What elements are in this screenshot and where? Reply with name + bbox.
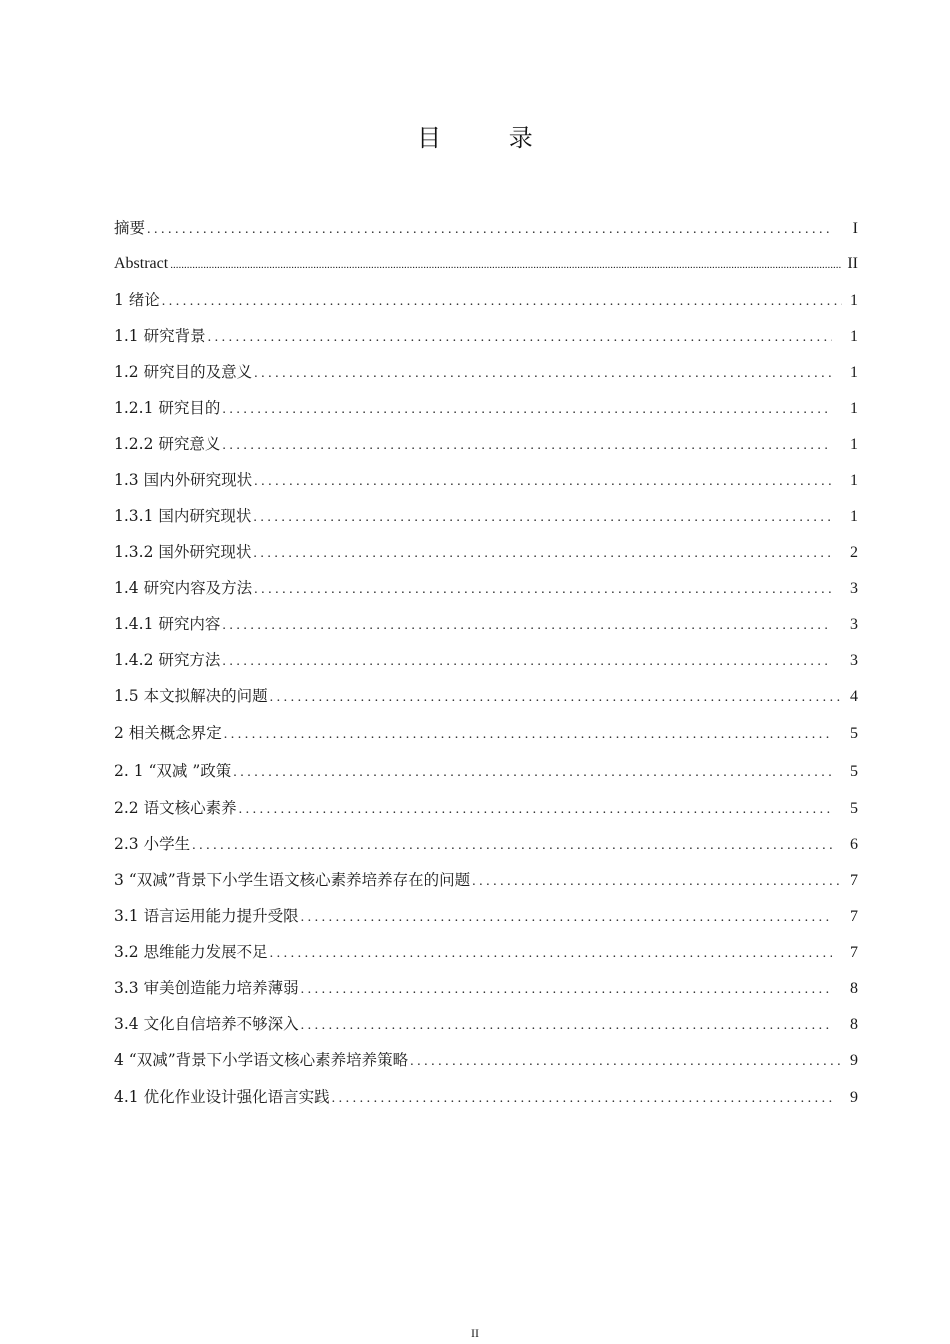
toc-entry-page: 1 bbox=[850, 436, 858, 453]
toc-entry-page: 1 bbox=[850, 292, 858, 309]
toc-entry-page: 5 bbox=[850, 763, 858, 780]
toc-entry-page: 6 bbox=[850, 836, 858, 853]
toc-entry-page: 8 bbox=[850, 1016, 858, 1033]
toc-entry-1-2-2[interactable] bbox=[114, 426, 858, 462]
toc-leader-dots bbox=[208, 320, 832, 356]
toc-leader-dots bbox=[270, 936, 832, 972]
toc-entry-label: 1.3 国内外研究现状 bbox=[114, 471, 253, 489]
toc-entry-label: 3.1 语言运用能力提升受限 bbox=[114, 907, 299, 925]
toc-entry-label: 1.3.2 国外研究现状 bbox=[114, 543, 252, 561]
toc-entry-1-3-1[interactable] bbox=[114, 498, 858, 534]
toc-leader-dots bbox=[253, 536, 832, 572]
toc-entry-label: 3 “双减”背景下小学生语文核心素养培养存在的问题 bbox=[114, 871, 471, 889]
toc-entry-page: 8 bbox=[850, 980, 858, 997]
toc-entry-abstract-cn[interactable] bbox=[114, 210, 858, 246]
toc-entry-page: 1 bbox=[850, 400, 858, 417]
toc-entry-label: 1 绪论 bbox=[114, 291, 160, 309]
toc-entry-1-1[interactable] bbox=[114, 318, 858, 354]
toc-entry-1-4[interactable] bbox=[114, 570, 858, 606]
toc-entry-label: 2.3 小学生 bbox=[114, 835, 191, 853]
toc-leader-dots bbox=[224, 716, 832, 754]
page-title: 目 录 bbox=[417, 124, 563, 152]
toc-leader-dots bbox=[410, 1044, 842, 1080]
toc-leader-dots bbox=[192, 828, 832, 864]
toc-leader-dots bbox=[222, 428, 832, 464]
toc-leader-dots bbox=[332, 1080, 832, 1118]
toc-leader-dots bbox=[222, 644, 832, 680]
toc-entry-chapter-2[interactable] bbox=[114, 714, 858, 752]
toc-entry-label: 摘要 bbox=[114, 219, 146, 237]
toc-entry-2-3[interactable] bbox=[114, 826, 858, 862]
toc-entry-page: 1 bbox=[850, 328, 858, 345]
toc-leader-dots bbox=[147, 212, 832, 248]
toc-entry-label: 4 “双减”背景下小学语文核心素养培养策略 bbox=[114, 1051, 409, 1069]
toc-entry-page: 9 bbox=[850, 1089, 858, 1106]
toc-entry-page: 5 bbox=[850, 725, 858, 742]
toc-entry-page: 3 bbox=[850, 616, 858, 633]
toc-entry-3-4[interactable] bbox=[114, 1006, 858, 1042]
toc-entry-label: 1.2.2 研究意义 bbox=[114, 435, 221, 453]
toc-entry-page: 1 bbox=[850, 364, 858, 381]
toc-entry-page: 1 bbox=[850, 472, 858, 489]
toc-entry-1-5[interactable] bbox=[114, 678, 858, 714]
toc-entry-page: 3 bbox=[850, 652, 858, 669]
toc-leader-dots bbox=[239, 792, 832, 828]
toc-entry-label: 4.1 优化作业设计强化语言实践 bbox=[114, 1088, 330, 1106]
toc-entry-label: 2 相关概念界定 bbox=[114, 724, 222, 742]
toc-entry-page: 1 bbox=[850, 508, 858, 525]
toc-entry-1-4-2[interactable] bbox=[114, 642, 858, 678]
toc-entry-label: 1.4.1 研究内容 bbox=[114, 615, 221, 633]
toc-entry-page: 7 bbox=[850, 908, 858, 925]
toc-entry-page: 7 bbox=[850, 872, 858, 889]
toc-entry-2-2[interactable] bbox=[114, 790, 858, 826]
toc-leader-dots bbox=[162, 284, 842, 320]
toc-entry-label: 3.3 审美创造能力培养薄弱 bbox=[114, 979, 299, 997]
toc-entry-page: 2 bbox=[850, 544, 858, 561]
toc-entry-3-2[interactable] bbox=[114, 934, 858, 970]
toc-entry-chapter-1[interactable] bbox=[114, 282, 858, 318]
toc-leader-dots bbox=[254, 356, 832, 392]
page-number-footer: II bbox=[471, 1326, 479, 1340]
toc-leader-dots bbox=[233, 754, 832, 792]
toc-entry-1-3-2[interactable] bbox=[114, 534, 858, 570]
toc-entry-label: 1.2.1 研究目的 bbox=[114, 399, 221, 417]
toc-leader-dots bbox=[253, 500, 832, 536]
toc-entry-1-3[interactable] bbox=[114, 462, 858, 498]
toc-entry-2-1[interactable] bbox=[114, 752, 858, 790]
toc-entry-abstract-en[interactable] bbox=[114, 246, 858, 282]
table-of-contents bbox=[114, 210, 858, 1116]
toc-leader-dots bbox=[170, 247, 842, 283]
toc-leader-dots bbox=[254, 572, 832, 608]
toc-leader-dots bbox=[270, 680, 842, 716]
toc-entry-label: 3.2 思维能力发展不足 bbox=[114, 943, 268, 961]
toc-leader-dots bbox=[222, 392, 832, 428]
toc-entry-3-1[interactable] bbox=[114, 898, 858, 934]
toc-leader-dots bbox=[254, 464, 832, 500]
toc-entry-page: I bbox=[852, 220, 858, 237]
toc-entry-page: 9 bbox=[850, 1052, 858, 1069]
toc-entry-label: 2.2 语文核心素养 bbox=[114, 799, 237, 817]
toc-entry-label: 1.4 研究内容及方法 bbox=[114, 579, 253, 597]
toc-entry-page: 4 bbox=[850, 688, 858, 705]
toc-leader-dots bbox=[301, 1008, 832, 1044]
toc-entry-page: 7 bbox=[850, 944, 858, 961]
toc-entry-page: 5 bbox=[850, 800, 858, 817]
toc-entry-label: 2. 1 “双减 ”政策 bbox=[114, 762, 232, 780]
toc-entry-label: 3.4 文化自信培养不够深入 bbox=[114, 1015, 299, 1033]
toc-entry-label: 1.1 研究背景 bbox=[114, 327, 206, 345]
toc-entry-chapter-3[interactable] bbox=[114, 862, 858, 898]
toc-entry-1-4-1[interactable] bbox=[114, 606, 858, 642]
toc-entry-label: Abstract bbox=[114, 255, 169, 272]
toc-entry-3-3[interactable] bbox=[114, 970, 858, 1006]
toc-entry-label: 1.4.2 研究方法 bbox=[114, 651, 221, 669]
toc-entry-page: 3 bbox=[850, 580, 858, 597]
toc-entry-label: 1.3.1 国内研究现状 bbox=[114, 507, 252, 525]
toc-entry-chapter-4[interactable] bbox=[114, 1042, 858, 1078]
toc-entry-1-2[interactable] bbox=[114, 354, 858, 390]
toc-entry-1-2-1[interactable] bbox=[114, 390, 858, 426]
toc-entry-label: 1.5 本文拟解决的问题 bbox=[114, 687, 268, 705]
toc-entry-4-1[interactable] bbox=[114, 1078, 858, 1116]
toc-leader-dots bbox=[222, 608, 832, 644]
toc-leader-dots bbox=[301, 972, 832, 1008]
toc-leader-dots bbox=[472, 864, 842, 900]
toc-entry-label: 1.2 研究目的及意义 bbox=[114, 363, 253, 381]
toc-entry-page: II bbox=[847, 255, 858, 272]
toc-leader-dots bbox=[301, 900, 832, 936]
